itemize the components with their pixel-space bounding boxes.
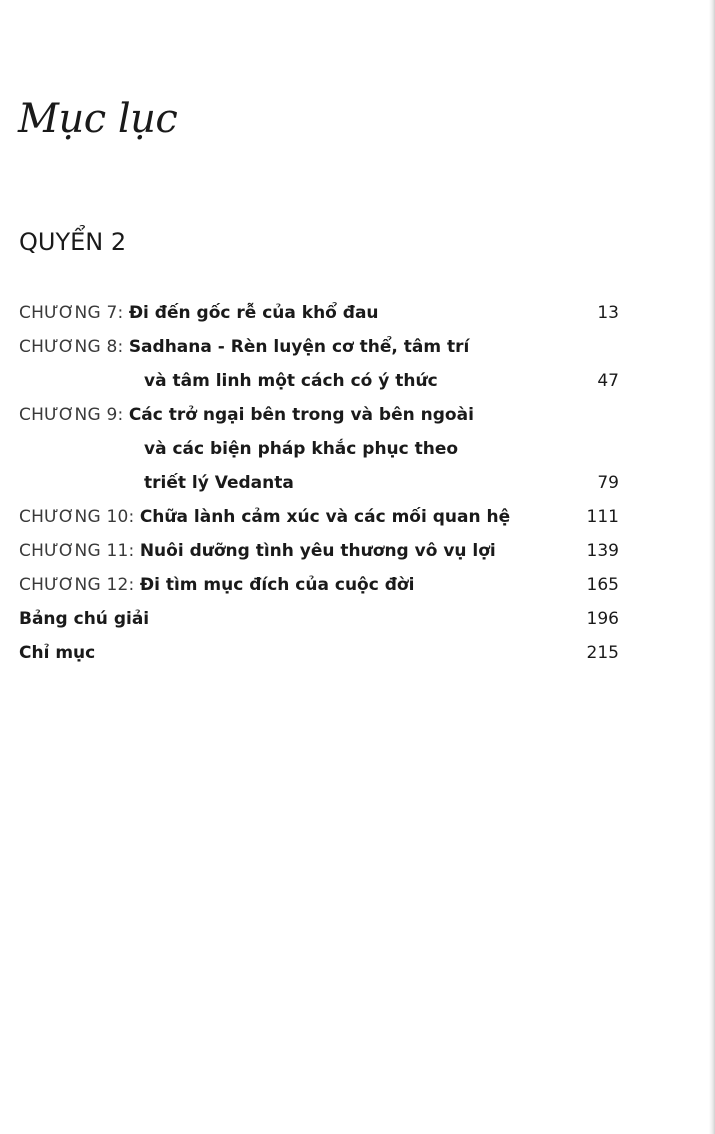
chapter-title: Sadhana - Rèn luyện cơ thể, tâm trí [128,337,470,357]
chapter-title: Chữa lành cảm xúc và các mối quan hệ [139,507,511,527]
chapter-title: Đi tìm mục đích của cuộc đời [139,575,415,595]
chapter-title-continued: và tâm linh một cách có ý thức [144,371,438,391]
page-number: 196 [586,609,619,629]
chapter-title: Nuôi dưỡng tình yêu thương vô vụ lợi [139,541,496,561]
toc-entry-chapter-10[interactable] [19,500,619,534]
toc-entry-chapter-9-continued[interactable] [19,432,619,466]
chapter-label: CHƯƠNG 8: [19,337,124,357]
chapter-title: Các trở ngại bên trong và bên ngoài [128,405,474,425]
toc-entry-chapter-12[interactable] [19,568,619,602]
toc-entry-index[interactable] [19,636,619,670]
toc-entry-chapter-11[interactable] [19,534,619,568]
toc-entry-chapter-7[interactable] [19,296,619,330]
toc-entry-chapter-9[interactable] [19,398,619,432]
page-title: Mục lục [18,96,178,142]
chapter-title-continued: và các biện pháp khắc phục theo [144,439,459,459]
page-number: 139 [586,541,619,561]
page-number: 13 [597,303,619,323]
chapter-title-continued: triết lý Vedanta [144,473,294,493]
chapter-title: Đi đến gốc rễ của khổ đau [128,303,379,323]
page-number: 215 [586,643,619,663]
index-label: Chỉ mục [19,643,96,663]
glossary-label: Bảng chú giải [19,609,150,629]
chapter-label: CHƯƠNG 9: [19,405,124,425]
chapter-label: CHƯƠNG 11: [19,541,135,561]
toc-entry-glossary[interactable] [19,602,619,636]
volume-heading: QUYỂN 2 [19,228,127,256]
page-number: 111 [586,507,619,527]
page-number: 47 [597,371,619,391]
page-edge-shadow [709,0,715,1134]
toc-entry-chapter-8[interactable] [19,330,619,364]
chapter-label: CHƯƠNG 7: [19,303,124,323]
page-number: 165 [586,575,619,595]
page-number: 79 [597,473,619,493]
toc-entry-chapter-9-continued-2[interactable] [19,466,619,500]
chapter-label: CHƯƠNG 12: [19,575,135,595]
toc-entry-chapter-8-continued[interactable] [19,364,619,398]
chapter-label: CHƯƠNG 10: [19,507,135,527]
table-of-contents [19,296,619,670]
